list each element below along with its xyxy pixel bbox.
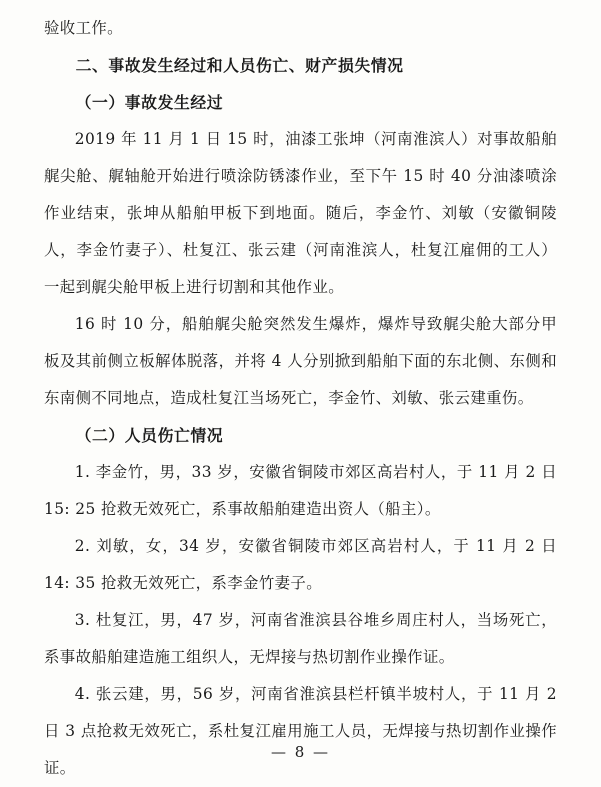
paragraph-explosion: 16 时 10 分，船舶艉尖舱突然发生爆炸，爆炸导致艉尖舱大部分甲板及其前侧立板解体脱落，并将 4 人分别掀到船舶下面的东北侧、东侧和东南侧不同地点，造成杜复江当场死亡，李金竹、刘敏、张云建重伤。	[44, 315, 557, 407]
subsection-heading-accident-course: （一）事故发生经过	[75, 93, 224, 112]
paragraph-casualty-2: 2. 刘敏，女，34 岁，安徽省铜陵市郊区高岩村人，于 11 月 2 日 14: 35 抢救无效死亡，系李金竹妻子。	[44, 537, 557, 592]
paragraph-accident-start: 2019 年 11 月 1 日 15 时，油漆工张坤（河南淮滨人）对事故船舶艉尖舱、艉轴舱开始进行喷涂防锈漆作业，至下午 15 时 40 分油漆喷涂作业结束，张坤从船舶甲板下到地面。随后，李金竹、刘敏（安徽铜陵人，李金竹妻子）、杜复江、张云建（河南淮滨人，杜复江雇佣的工人）一起到艉尖舱甲板上进行切割和其他作业。	[44, 130, 557, 296]
paragraph-casualty-4: 4. 张云建，男，56 岁，河南省淮滨县栏杆镇半坡村人，于 11 月 2 日 3 点抢救无效死亡，系杜复江雇用施工人员，无焊接与热切割作业操作证。	[44, 685, 557, 777]
section-heading-two: 二、事故发生经过和人员伤亡、财产损失情况	[75, 56, 404, 75]
paragraph-casualty-1: 1. 李金竹，男，33 岁，安徽省铜陵市郊区高岩村人，于 11 月 2 日 15: 25 抢救无效死亡，系事故船舶建造出资人（船主）。	[44, 463, 557, 518]
subsection-heading-casualties: （二）人员伤亡情况	[75, 426, 224, 445]
paragraph-casualty-3: 3. 杜复江，男，47 岁，河南省淮滨县谷堆乡周庄村人，当场死亡，系事故船舶建造施工组织人，无焊接与热切割作业操作证。	[44, 611, 557, 666]
page-number: — 8 —	[270, 743, 331, 761]
paragraph-continuation: 验收工作。	[44, 19, 123, 37]
document-body	[44, 10, 557, 787]
